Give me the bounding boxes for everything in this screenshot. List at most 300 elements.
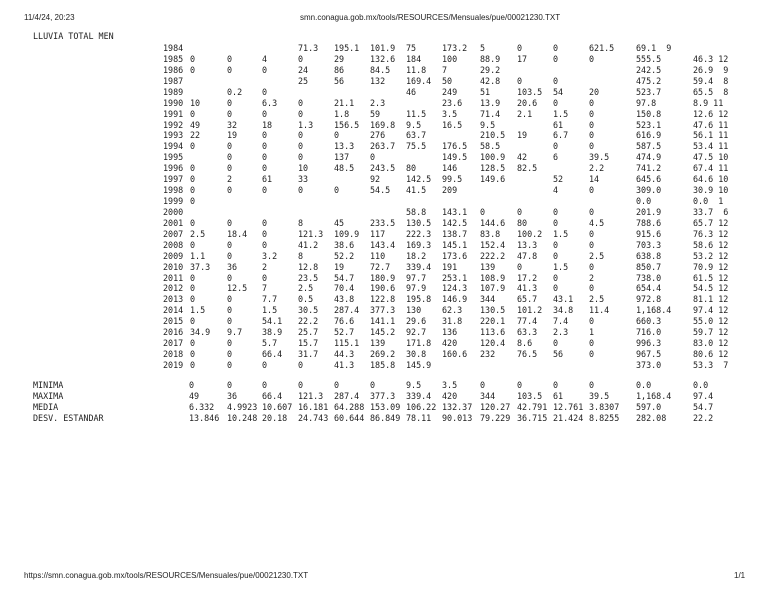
value-cell: 0 [298,359,304,370]
value-cell: 132.6 [370,53,396,64]
value-cell: 56 [334,75,345,86]
value-cell: 0 [227,338,233,349]
value-cell: 0 [227,359,233,370]
value-cell: 34.8 [553,305,574,316]
value-cell: 100.2 [517,228,543,239]
value-cell: 555.5 [636,53,662,64]
value-cell: 97.4 12 [693,305,729,316]
value-cell: 420 [442,391,458,401]
value-cell: 1.5 [190,305,206,316]
value-cell: 616.9 [636,130,662,141]
value-cell: 6 [553,152,559,163]
value-cell: 34.9 [190,327,211,338]
value-cell: 0 [190,349,196,360]
value-cell: 143.1 [442,206,468,217]
value-cell: 0 [553,380,559,390]
value-cell: 70.9 12 [693,261,729,272]
value-cell: 141.1 [370,316,396,327]
value-cell: 25 [298,75,309,86]
value-cell: 523.1 [636,119,662,130]
value-cell: 145.9 [406,359,432,370]
value-cell: 169.8 [370,119,396,130]
value-cell: 587.5 [636,141,662,152]
value-cell: 53.3 7 [693,359,729,370]
value-cell: 22 [190,130,201,141]
value-cell: 36 [227,261,238,272]
value-cell: 100.9 [480,152,506,163]
value-cell: 12.761 [553,402,584,412]
value-cell: 222.2 [480,250,506,261]
value-cell: 97.7 [406,272,427,283]
value-cell: 99.5 [442,174,463,185]
value-cell: 1.5 [553,261,569,272]
value-cell: 152.4 [480,239,506,250]
value-cell: 972.8 [636,294,662,305]
value-cell: 0 [553,97,559,108]
value-cell: 3.5 [442,108,458,119]
value-cell: 6.3 [262,97,278,108]
value-cell: 103.5 [517,391,543,401]
value-cell: 77.4 [517,316,538,327]
value-cell: 475.2 [636,75,662,86]
value-cell: 377.3 [370,305,396,316]
value-cell: 83.0 12 [693,338,729,349]
value-cell: 97.4 [693,391,714,401]
value-cell: 21.424 [553,413,584,423]
value-cell: 70.4 [334,283,355,294]
value-cell: 4 [262,53,268,64]
value-cell: 2.1 [517,108,533,119]
value-cell: 282.08 [636,413,667,423]
value-cell: 0 [298,141,304,152]
value-cell: 108.9 [480,272,506,283]
value-cell: 9.5 [480,119,496,130]
value-cell: 65.7 12 [693,217,729,228]
value-cell: 0 [190,272,196,283]
value-cell: 146 [442,163,458,174]
value-cell: 78.11 [406,413,432,423]
value-cell: 39.5 [589,391,610,401]
value-cell: 12.5 [227,283,248,294]
year-cell: 1997 [163,174,184,185]
year-cell: 2001 [163,217,184,228]
value-cell: 12.8 [298,261,319,272]
year-cell: 2019 [163,359,184,370]
year-cell: 1992 [163,119,184,130]
value-cell: 0 [262,217,268,228]
value-cell: 137 [334,152,350,163]
value-cell: 309.0 [636,185,662,196]
value-cell: 20 [589,86,600,97]
value-cell: 45 [334,217,345,228]
value-cell: 180.9 [370,272,396,283]
value-cell: 19 [227,130,238,141]
year-cell: 2017 [163,338,184,349]
stat-label-cell: MAXIMA [33,391,64,401]
value-cell: 97.8 [636,97,657,108]
value-cell: 42.8 [480,75,501,86]
value-cell: 61 [262,174,273,185]
value-cell: 0 [370,152,376,163]
value-cell: 47.5 10 [693,152,729,163]
value-cell: 10 [298,163,309,174]
value-cell: 80 [406,163,417,174]
value-cell: 0 [190,163,196,174]
value-cell: 0 [262,272,268,283]
value-cell: 0 [190,64,196,75]
value-cell: 0 [190,316,196,327]
value-cell: 0 [190,196,196,207]
value-cell: 106.22 [406,402,437,412]
value-cell: 0 [227,250,233,261]
value-cell: 0 [589,185,595,196]
value-cell: 0 [190,141,196,152]
value-cell: 59.4 8 [693,75,729,86]
year-cell: 2008 [163,239,184,250]
value-cell: 6.332 [189,402,215,412]
value-cell: 160.6 [442,349,468,360]
value-cell: 64.6 10 [693,174,729,185]
value-cell: 8.8255 [589,413,620,423]
value-cell: 20.6 [517,97,538,108]
value-cell: 65.7 [517,294,538,305]
value-cell: 276 [370,130,386,141]
value-cell: 0 [517,43,523,53]
year-cell: 1996 [163,163,184,174]
value-cell: 13.846 [189,413,220,423]
value-cell: 29.6 [406,316,427,327]
value-cell: 0 [227,239,233,250]
year-cell: 2016 [163,327,184,338]
value-cell: 716.0 [636,327,662,338]
value-cell: 0 [227,64,233,75]
value-cell: 0 [190,217,196,228]
value-cell: 0 [298,97,304,108]
page-number: 1/1 [734,571,746,580]
value-cell: 195.1 [334,43,360,53]
value-cell: 7.4 [553,316,569,327]
value-cell: 54.1 [262,316,283,327]
value-cell: 65.5 8 [693,86,729,97]
value-cell: 69.1 9 [636,43,672,53]
value-cell: 0 [262,380,268,390]
value-cell: 0 [262,163,268,174]
value-cell: 59.7 12 [693,327,729,338]
value-cell: 25.7 [298,327,319,338]
value-cell: 124.3 [442,283,468,294]
value-cell: 0 [589,380,595,390]
value-cell: 48.5 [334,163,355,174]
value-cell: 4.9923 [227,402,258,412]
value-cell: 0 [190,185,196,196]
value-cell: 191 [442,261,458,272]
value-cell: 58.5 [480,141,501,152]
value-cell: 5.7 [262,338,278,349]
value-cell: 0 [589,119,595,130]
value-cell: 49 [189,391,200,401]
value-cell: 97.9 [406,283,427,294]
value-cell: 33.7 6 [693,206,729,217]
value-cell: 11.8 [406,64,427,75]
value-cell: 0.5 [298,294,314,305]
value-cell: 52.2 [334,250,355,261]
value-cell: 139 [370,338,386,349]
value-cell: 0 [190,174,196,185]
value-cell: 0 [334,130,340,141]
value-cell: 8 [298,217,304,228]
value-cell: 22.2 [693,413,714,423]
value-cell: 9.7 [227,327,243,338]
value-cell: 0 [189,380,195,390]
value-cell: 8.6 [517,338,533,349]
value-cell: 130.5 [406,217,432,228]
value-cell: 1.3 [298,119,314,130]
value-cell: 63.3 [517,327,538,338]
value-cell: 1.5 [553,108,569,119]
value-cell: 83.8 [480,228,501,239]
year-cell: 1999 [163,196,184,207]
value-cell: 2.5 [589,294,605,305]
value-cell: 201.9 [636,206,662,217]
value-cell: 0.0 1 [693,196,724,207]
year-cell: 2013 [163,294,184,305]
year-cell: 2011 [163,272,184,283]
value-cell: 55.0 12 [693,316,729,327]
value-cell: 101.9 [370,43,396,53]
value-cell: 71.4 [480,108,501,119]
value-cell: 0.0 [636,196,652,207]
value-cell: 2.5 [190,228,206,239]
value-cell: 44.3 [334,349,355,360]
header-url: smn.conagua.gob.mx/tools/RESOURCES/Mensuales/pue/00021230.TXT [300,13,561,22]
value-cell: 8 [298,250,304,261]
value-cell: 996.3 [636,338,662,349]
value-cell: 0 [517,380,523,390]
value-cell: 344 [480,391,496,401]
value-cell: 121.3 [298,391,324,401]
value-cell: 190.6 [370,283,396,294]
value-cell: 0 [227,217,233,228]
value-cell: 0 [553,338,559,349]
year-cell: 2010 [163,261,184,272]
value-cell: 64.288 [334,402,365,412]
value-cell: 0 [227,53,233,64]
value-cell: 2.5 [589,250,605,261]
value-cell: 61 [553,119,564,130]
value-cell: 287.4 [334,391,360,401]
value-cell: 120.4 [480,338,506,349]
value-cell: 249 [442,86,458,97]
value-cell: 36.715 [517,413,548,423]
value-cell: 30.9 10 [693,185,729,196]
value-cell: 49 [190,119,201,130]
value-cell: 8.9 11 [693,97,724,108]
year-cell: 2000 [163,206,184,217]
value-cell: 18.2 [406,250,427,261]
value-cell: 16.181 [298,402,329,412]
header-datetime: 11/4/24, 20:23 [24,13,75,22]
value-cell: 60.644 [334,413,365,423]
value-cell: 0 [262,185,268,196]
value-cell: 142.5 [406,174,432,185]
value-cell: 967.5 [636,349,662,360]
value-cell: 0 [589,130,595,141]
value-cell: 47.8 [517,250,538,261]
value-cell: 138.7 [442,228,468,239]
value-cell: 0 [227,380,233,390]
value-cell: 220.1 [480,316,506,327]
value-cell: 43.1 [553,294,574,305]
value-cell: 0 [589,316,595,327]
value-cell: 76.5 [517,349,538,360]
value-cell: 31.7 [298,349,319,360]
value-cell: 5 [480,43,486,53]
value-cell: 101.2 [517,305,543,316]
value-cell: 56.1 11 [693,130,729,141]
value-cell: 80 [517,217,528,228]
value-cell: 146.9 [442,294,468,305]
value-cell: 9.5 [406,119,422,130]
value-cell: 232 [480,349,496,360]
value-cell: 88.9 [480,53,501,64]
value-cell: 0 [553,53,559,64]
year-cell: 1986 [163,64,184,75]
value-cell: 2 [589,272,595,283]
value-cell: 0 [227,272,233,283]
value-cell: 176.5 [442,141,468,152]
value-cell: 16.5 [442,119,463,130]
value-cell: 621.5 [589,43,615,53]
value-cell: 0 [190,359,196,370]
value-cell: 46.3 12 [693,53,729,64]
value-cell: 71.3 [298,43,319,53]
value-cell: 86.849 [370,413,401,423]
value-cell: 4.5 [589,217,605,228]
value-cell: 4 [553,185,559,196]
value-cell: 66.4 [262,391,283,401]
value-cell: 0 [227,152,233,163]
value-cell: 80.6 12 [693,349,729,360]
value-cell: 0 [589,228,595,239]
value-cell: 75.5 [406,141,427,152]
year-cell: 1989 [163,86,184,97]
value-cell: 703.3 [636,239,662,250]
value-cell: 1.1 [190,250,206,261]
value-cell: 113.6 [480,327,506,338]
value-cell: 86 [334,64,345,75]
value-cell: 75 [406,43,417,53]
value-cell: 0 [553,43,559,53]
value-cell: 18.4 [227,228,248,239]
value-cell: 0 [553,206,559,217]
value-cell: 17.2 [517,272,538,283]
value-cell: 92 [370,174,381,185]
value-cell: 41.5 [406,185,427,196]
value-cell: 0 [262,141,268,152]
value-cell: 117 [370,228,386,239]
value-cell: 76.3 12 [693,228,729,239]
value-cell: 17 [517,53,528,64]
value-cell: 0 [227,141,233,152]
value-cell: 0 [517,206,523,217]
value-cell: 185.8 [370,359,396,370]
value-cell: 52 [553,174,564,185]
year-cell: 1987 [163,75,184,86]
value-cell: 373.0 [636,359,662,370]
value-cell: 122.8 [370,294,396,305]
value-cell: 0 [190,53,196,64]
value-cell: 0 [190,294,196,305]
value-cell: 0 [589,206,595,217]
value-cell: 2.3 [553,327,569,338]
value-cell: 21.1 [334,97,355,108]
value-cell: 0 [298,53,304,64]
value-cell: 0 [262,130,268,141]
value-cell: 19 [517,130,528,141]
value-cell: 32 [227,119,238,130]
value-cell: 0 [589,261,595,272]
value-cell: 66.4 [262,349,283,360]
value-cell: 0 [227,316,233,327]
value-cell: 20.18 [262,413,288,423]
value-cell: 6.7 [553,130,569,141]
value-cell: 0 [517,75,523,86]
value-cell: 54.5 12 [693,283,729,294]
value-cell: 7 [262,283,268,294]
value-cell: 23.5 [298,272,319,283]
value-cell: 12.6 12 [693,108,729,119]
value-cell: 149.6 [480,174,506,185]
value-cell: 269.2 [370,349,396,360]
value-cell: 597.0 [636,402,662,412]
value-cell: 788.6 [636,217,662,228]
year-cell: 2009 [163,250,184,261]
value-cell: 18 [262,119,273,130]
value-cell: 38.6 [334,239,355,250]
value-cell: 46 [406,86,417,97]
value-cell: 120.27 [480,402,511,412]
value-cell: 915.6 [636,228,662,239]
year-cell: 2015 [163,316,184,327]
value-cell: 0 [190,239,196,250]
value-cell: 139 [480,261,496,272]
value-cell: 36 [227,391,238,401]
value-cell: 0 [334,380,340,390]
value-cell: 0 [298,108,304,119]
value-cell: 171.8 [406,338,432,349]
value-cell: 0 [589,97,595,108]
value-cell: 253.1 [442,272,468,283]
value-cell: 242.5 [636,64,662,75]
value-cell: 145.2 [370,327,396,338]
value-cell: 1,168.4 [636,305,672,316]
value-cell: 287.4 [334,305,360,316]
value-cell: 81.1 12 [693,294,729,305]
value-cell: 654.4 [636,283,662,294]
year-cell: 2012 [163,283,184,294]
value-cell: 41.3 [517,283,538,294]
value-cell: 210.5 [480,130,506,141]
value-cell: 67.4 11 [693,163,729,174]
value-cell: 3.5 [442,380,458,390]
value-cell: 109.9 [334,228,360,239]
value-cell: 0 [227,163,233,174]
value-cell: 3.8307 [589,402,620,412]
value-cell: 0 [553,250,559,261]
value-cell: 24.743 [298,413,329,423]
value-cell: 638.8 [636,250,662,261]
value-cell: 850.7 [636,261,662,272]
